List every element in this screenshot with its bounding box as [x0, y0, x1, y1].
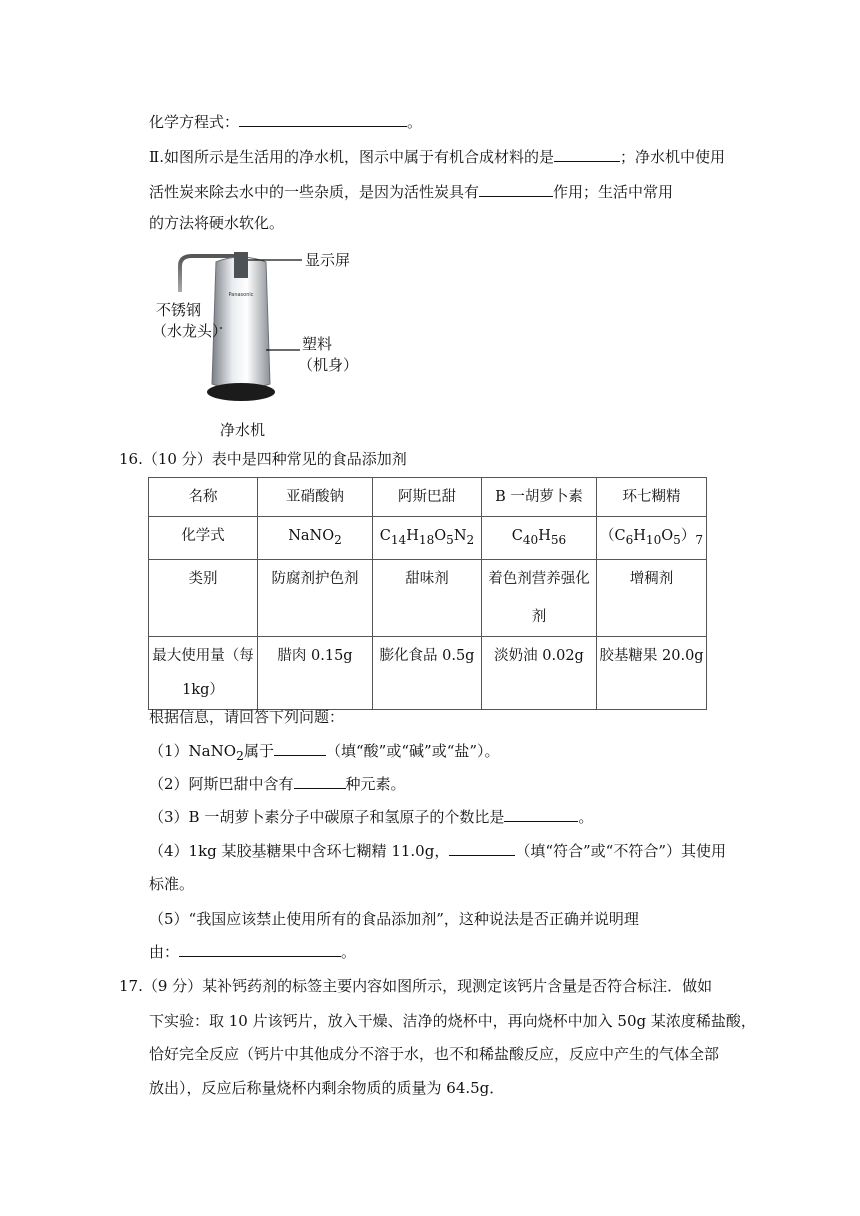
table-cell: B 一胡萝卜素 [482, 478, 597, 517]
q16-sub4-cont: 标准。 [149, 875, 195, 893]
answer-blank[interactable] [554, 147, 620, 162]
table-cell: 名称 [149, 478, 258, 517]
answer-blank[interactable] [479, 182, 553, 197]
q16-sub5-cont: 由： 。 [149, 943, 357, 961]
label-body: （机身） [298, 356, 359, 374]
table-cell: 增稠剂 [597, 559, 707, 636]
q16-sub1: （1）NaNO$_2$属于 （填“酸”或“碱”或“盐”）。 [149, 742, 500, 763]
label-display-screen: 显示屏 [305, 251, 351, 269]
water-purifier-illustration [150, 244, 370, 444]
table-cell: 着色剂营养强化 剂 [482, 559, 597, 636]
answer-blank[interactable] [294, 774, 346, 789]
q17-line3: 恰好完全反应（钙片中其他成分不溶于水，也不和稀盐酸反应，反应中产生的气体全部 [149, 1045, 720, 1063]
label-stainless-steel: 不锈钢 [156, 301, 202, 319]
equation-line: 化学方程式： 。 [149, 113, 423, 131]
q16-sub5: （5）“我国应该禁止使用所有的食品添加剂”，这种说法是否正确并说明理 [149, 910, 639, 928]
table-cell: 甜味剂 [373, 559, 482, 636]
answer-blank[interactable] [504, 807, 578, 822]
q16-sub4: （4）1kg 某胶基糖果中含环七糊精 11.0g， （填“符合”或“不符合”）其使用 [149, 842, 727, 860]
table-cell: 膨化食品 0.5g [373, 636, 482, 709]
q17-line4: 放出），反应后称量烧杯内剩余物质的质量为 64.5g． [149, 1079, 505, 1097]
water-purifier-figure [150, 244, 370, 444]
label-plastic: 塑料 [302, 335, 333, 353]
table-row [149, 636, 707, 709]
answer-blank[interactable] [239, 112, 407, 127]
table-cell: 胶基糖果 20.0g [597, 636, 707, 709]
q17-line2: 下实验：取 10 片该钙片，放入干燥、洁净的烧杯中，再向烧杯中加入 50g 某浓度稀盐酸， [149, 1012, 756, 1030]
q15-part2-line1: Ⅱ.如图所示是生活用的净水机，图示中属于有机合成材料的是 ；净水机中使用 [149, 148, 725, 166]
q17-line1: 17.（9 分）某补钙药剂的标签主要内容如图所示，现测定该钙片含量是否符合标注．做如 [119, 977, 713, 995]
formula-cell: $(C_6H_{10}O_5)_7$ [597, 517, 707, 560]
table-cell: 环七糊精 [597, 478, 707, 517]
table-cell: 亚硝酸钠 [258, 478, 373, 517]
q16-intro: 根据信息，请回答下列问题： [149, 708, 345, 726]
figure-caption: 净水机 [220, 421, 266, 439]
formula-cell: $C_{40}H_{56}$ [482, 517, 597, 560]
table-cell: 最大使用量（每 1kg） [149, 636, 258, 709]
table-cell: 阿斯巴甜 [373, 478, 482, 517]
table-cell: 淡奶油 0.02g [482, 636, 597, 709]
table-cell: 化学式 [149, 517, 258, 560]
formula-cell: NaNO$_2$ [258, 517, 373, 560]
q15-part2-line3: 的方法将硬水软化。 [149, 214, 285, 232]
q16-heading: 16.（10 分）表中是四种常见的食品添加剂 [119, 450, 407, 468]
answer-blank[interactable] [449, 841, 515, 856]
q16-sub2: （2）阿斯巴甜中含有 种元素。 [149, 775, 406, 793]
q15-part2-line2: 活性炭来除去水中的一些杂质，是因为活性炭具有 作用；生活中常用 [149, 183, 674, 201]
table-row [149, 559, 707, 636]
formula-cell: $C_{14}H_{18}O_5N_2$ [373, 517, 482, 560]
q16-sub3: （3）B 一胡萝卜素分子中碳原子和氢原子的个数比是 。 [149, 808, 594, 826]
table-cell: 防腐剂护色剂 [258, 559, 373, 636]
answer-blank[interactable] [179, 942, 341, 957]
table-cell: 腊肉 0.15g [258, 636, 373, 709]
food-additives-table [148, 477, 707, 710]
table-cell: 类别 [149, 559, 258, 636]
answer-blank[interactable] [274, 741, 326, 756]
brand-text: Panasonic [228, 292, 254, 298]
table-row [149, 478, 707, 517]
label-faucet: （水龙头） [152, 322, 228, 340]
table-row [149, 517, 707, 560]
